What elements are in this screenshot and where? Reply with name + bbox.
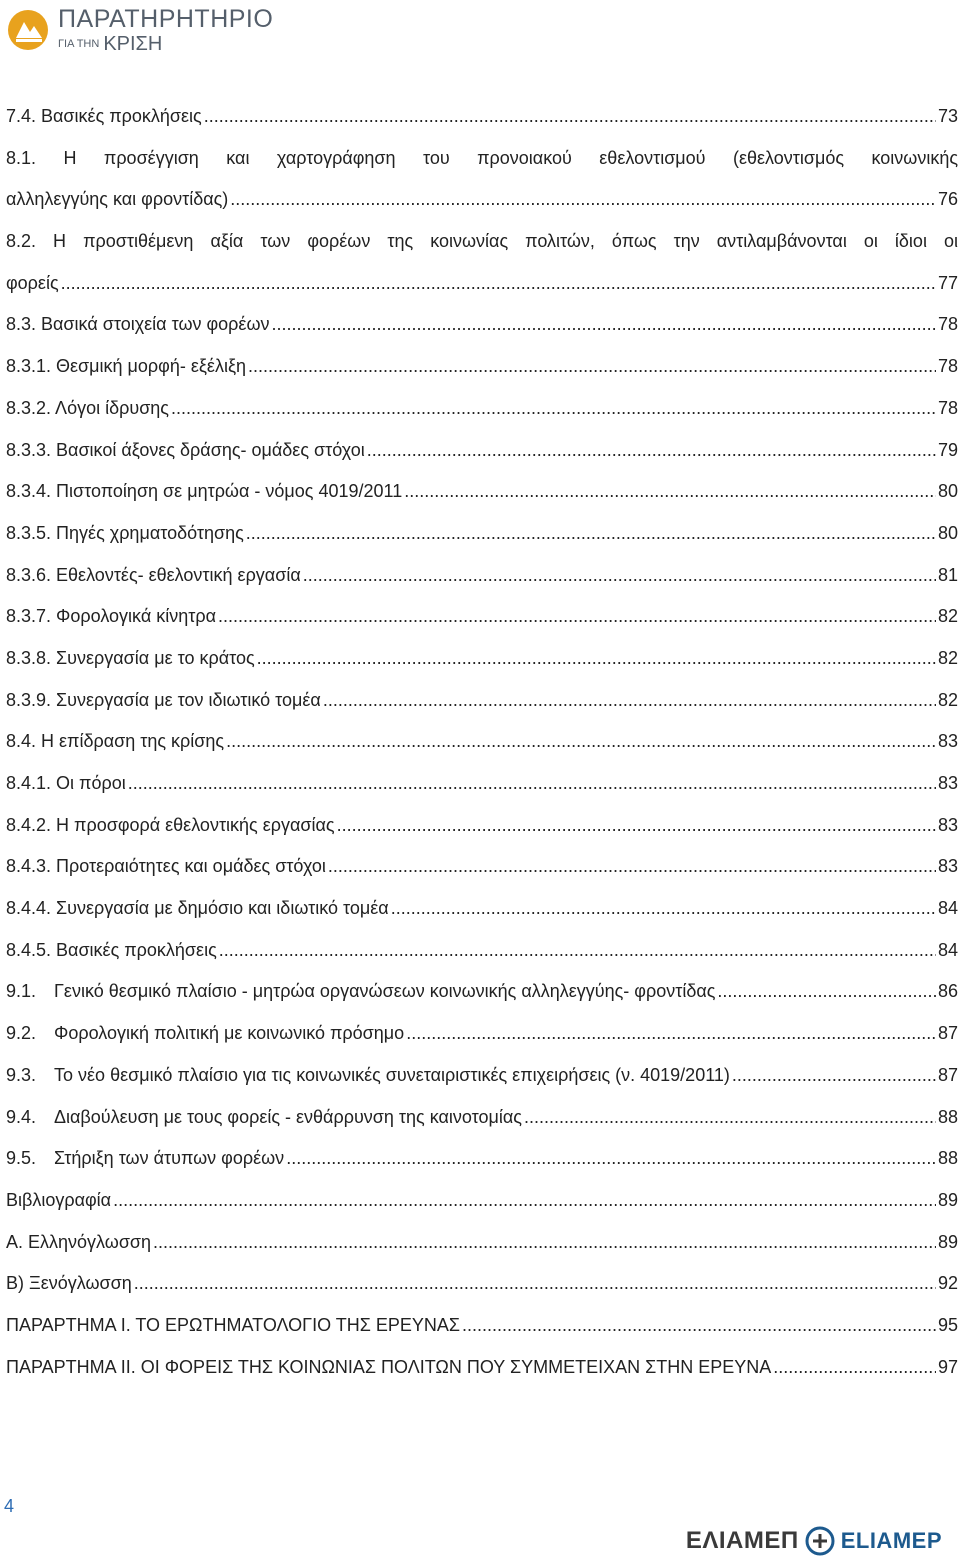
logo-line2 — [58, 34, 273, 54]
toc-entry-title: φορείς — [6, 272, 59, 293]
toc-entry-title: 8.3.4. Πιστοποίηση σε μητρώα - νόμος 4019/2011 — [6, 481, 403, 502]
toc-page-number: 82 — [937, 606, 958, 627]
toc-entry-text: Φορολογική πολιτική με κοινωνικό πρόσημο — [54, 1023, 405, 1044]
toc-page-number: 76 — [937, 189, 958, 210]
toc-entry[interactable] — [6, 1138, 958, 1180]
toc-leader-dots — [404, 471, 936, 513]
toc-page-number: 83 — [937, 731, 958, 752]
toc-entry-title: 8.4.2. Η προσφορά εθελοντικής εργασίας — [6, 814, 335, 835]
footer-logo-latin: ELIAMEP — [840, 1528, 942, 1553]
toc-entry-title: 8.3.7. Φορολογικά κίνητρα — [6, 606, 217, 627]
eliamep-logo-icon — [805, 1526, 835, 1556]
toc-entry[interactable] — [6, 1097, 958, 1139]
toc-leader-dots — [113, 1180, 936, 1222]
toc-entry-title: 8.4. Η επίδραση της κρίσης — [6, 731, 225, 752]
toc-entry[interactable] — [6, 1263, 958, 1305]
toc-entry[interactable] — [6, 930, 958, 972]
toc-entry[interactable] — [6, 471, 958, 513]
toc-page-number: 95 — [937, 1314, 958, 1335]
toc-leader-dots — [171, 388, 936, 430]
toc-entry[interactable] — [6, 1013, 958, 1055]
toc-entry[interactable] — [6, 680, 958, 722]
toc-page-number: 83 — [937, 814, 958, 835]
toc-entry-text: Το νέο θεσμικό πλαίσιο για τις κοινωνικές συνεταιριστικές επιχειρήσεις (ν. 4019/2011) — [54, 1064, 730, 1085]
toc-entry[interactable] — [6, 304, 958, 346]
toc-entry-title: 7.4. Βασικές προκλήσεις — [6, 106, 202, 126]
toc-leader-dots — [153, 1222, 936, 1264]
toc-entry-title: Α. Ελληνόγλωσση — [6, 1231, 152, 1252]
toc-entry-title: 8.4.4. Συνεργασία με δημόσιο και ιδιωτικό τομέα — [6, 898, 389, 919]
toc-page-number: 77 — [937, 272, 958, 293]
toc-entry-number: 9.5. — [6, 1148, 37, 1169]
toc-leader-dots — [367, 430, 936, 472]
toc-entry[interactable] — [6, 1305, 958, 1347]
toc-entry-number: 9.3. — [6, 1064, 37, 1085]
toc-page-number: 83 — [937, 856, 958, 877]
toc-leader-dots — [128, 763, 936, 805]
toc-entry[interactable] — [6, 513, 958, 555]
toc-entry-title: ΠΑΡΑΡΤΗΜΑ ΙΙ. ΟΙ ΦΟΡΕΙΣ ΤΗΣ ΚΟΙΝΩΝΙΑΣ ΠΟΛΙΤΩΝ ΠΟΥ ΣΥΜΜΕΤΕΙΧΑΝ ΣΤΗΝ ΕΡΕΥΝΑ — [6, 1356, 772, 1377]
toc-page-number: 88 — [937, 1106, 958, 1127]
toc-leader-dots — [134, 1263, 936, 1305]
toc-entry-title: 8.4.3. Προτεραιότητες και ομάδες στόχοι — [6, 856, 326, 877]
toc-entry[interactable] — [6, 179, 958, 221]
toc-leader-dots — [406, 1013, 936, 1055]
toc-page-number: 86 — [937, 981, 958, 1002]
toc-entry[interactable] — [6, 638, 958, 680]
toc-leader-dots — [303, 555, 936, 597]
logo-line1: ΠΑΡΑΤΗΡΗΤΗΡΙΟ — [58, 4, 274, 33]
toc-entry-text: Διαβούλευση με τους φορείς - ενθάρρυνση της καινοτομίας — [54, 1106, 522, 1127]
toc-leader-dots — [462, 1305, 936, 1347]
toc-entry-title: 8.3.1. Θεσμική μορφή- εξέλιξη — [6, 356, 247, 377]
toc-entry-title: 8.3.8. Συνεργασία με το κράτος — [6, 647, 255, 668]
toc-entry[interactable] — [6, 805, 958, 847]
toc-entry-title — [6, 1138, 284, 1180]
footer-logo-greek: ΕΛΙΑΜΕΠ — [685, 1527, 799, 1554]
toc-leader-dots — [230, 179, 936, 221]
toc-leader-dots — [219, 930, 936, 972]
toc-page-number: 82 — [937, 689, 958, 710]
toc-leader-dots — [717, 971, 936, 1013]
toc-entry-line1[interactable]: 8.2. Η προστιθέμενη αξία των φορέων της κοινωνίας πολιτών, όπως την αντιλαμβάνονται οι ίδιοι οι — [6, 231, 958, 252]
toc-page-number: 84 — [937, 939, 958, 960]
toc-entry-text: Γενικό θεσμικό πλαίσιο - μητρώα οργανώσεων κοινωνικής αλληλεγγύης- φροντίδας — [54, 981, 716, 1002]
toc-entry-title: 8.3. Βασικά στοιχεία των φορέων — [6, 314, 270, 335]
toc-leader-dots — [773, 1347, 936, 1389]
toc-entry-title: 8.3.6. Εθελοντές- εθελοντική εργασία — [6, 564, 301, 585]
toc-page-number: 88 — [937, 1148, 958, 1169]
toc-entry[interactable] — [6, 1222, 958, 1264]
toc-entry-title: 8.3.5. Πηγές χρηματοδότησης — [6, 522, 244, 543]
toc-entry-title: Βιβλιογραφία — [6, 1189, 112, 1210]
toc-page-number: 80 — [937, 522, 958, 543]
toc-entry[interactable] — [6, 721, 958, 763]
toc-page-number: 78 — [937, 397, 958, 418]
toc-entry[interactable] — [6, 1180, 958, 1222]
toc-leader-dots — [204, 96, 936, 138]
toc-entry-title — [6, 1013, 404, 1055]
toc-entry-title: 8.3.3. Βασικοί άξονες δράσης- ομάδες στόχοι — [6, 439, 365, 460]
toc-page-number: 97 — [937, 1356, 958, 1377]
toc-leader-dots — [391, 888, 936, 930]
logo-line2-small: ΓΙΑ ΤΗΝ — [58, 37, 100, 50]
toc-entry[interactable] — [6, 346, 958, 388]
toc-leader-dots — [246, 513, 936, 555]
toc-entry-text: Στήριξη των άτυπων φορέων — [54, 1148, 285, 1169]
toc-entry-title: 8.3.9. Συνεργασία με τον ιδιωτικό τομέα — [6, 689, 321, 710]
toc-entry-title — [6, 971, 715, 1013]
toc-leader-dots — [61, 263, 936, 305]
toc-leader-dots — [323, 680, 936, 722]
page-number: 4 — [4, 1496, 15, 1516]
toc-page-number: 92 — [937, 1273, 958, 1294]
toc-page-number: 80 — [937, 481, 958, 502]
toc-entry[interactable] — [6, 1347, 958, 1389]
toc-entry[interactable] — [6, 96, 958, 138]
toc-entry[interactable] — [6, 388, 958, 430]
toc-entry[interactable] — [6, 430, 958, 472]
toc-entry-title — [6, 1055, 730, 1097]
toc-entry-number: 9.2. — [6, 1023, 37, 1044]
toc-page-number: 82 — [937, 647, 958, 668]
toc-page-number: 78 — [937, 356, 958, 377]
logo-line2-big: ΚΡΙΣΗ — [103, 32, 163, 55]
toc-entry[interactable] — [6, 596, 958, 638]
toc-leader-dots — [337, 805, 936, 847]
toc-page-number: 84 — [937, 898, 958, 919]
toc-entry-line1[interactable]: 8.1. Η προσέγγιση και χαρτογράφηση του προνοιακού εθελοντισμού (εθελοντισμός κοινωνικής — [6, 147, 958, 168]
toc-leader-dots — [272, 304, 936, 346]
footer-logo — [686, 1526, 942, 1556]
toc-page-number: 83 — [937, 773, 958, 793]
toc-page-number: 73 — [937, 106, 958, 126]
table-of-contents — [6, 96, 958, 1388]
toc-leader-dots — [248, 346, 936, 388]
toc-entry[interactable] — [6, 263, 958, 305]
toc-entry[interactable] — [6, 846, 958, 888]
toc-entry-number: 9.4. — [6, 1106, 37, 1127]
toc-entry-title: Β) Ξενόγλωσση — [6, 1273, 132, 1294]
toc-entry-title: 8.4.1. Οι πόροι — [6, 773, 126, 793]
toc-leader-dots — [226, 721, 936, 763]
toc-leader-dots — [732, 1055, 936, 1097]
toc-entry-number: 9.1. — [6, 981, 37, 1002]
toc-entry-title: ΠΑΡΑΡΤΗΜΑ Ι. ΤΟ ΕΡΩΤΗΜΑΤΟΛΟΓΙΟ ΤΗΣ ΕΡΕΥΝΑΣ — [6, 1314, 461, 1335]
toc-page-number: 89 — [937, 1189, 958, 1210]
toc-entry-title: αλληλεγγύης και φροντίδας) — [6, 189, 229, 210]
toc-page-number: 87 — [937, 1023, 958, 1044]
toc-page-number: 79 — [937, 439, 958, 460]
toc-entry[interactable] — [6, 555, 958, 597]
observatory-logo-icon — [6, 8, 50, 52]
toc-page-number: 87 — [937, 1064, 958, 1085]
toc-page-number: 89 — [937, 1231, 958, 1252]
toc-leader-dots — [524, 1097, 936, 1139]
toc-entry-title — [6, 1097, 522, 1139]
toc-page-number: 78 — [937, 314, 958, 335]
toc-leader-dots — [257, 638, 936, 680]
toc-entry-title: 8.4.5. Βασικές προκλήσεις — [6, 939, 217, 960]
toc-page-number: 81 — [937, 564, 958, 585]
toc-entry-title: 8.3.2. Λόγοι ίδρυσης — [6, 397, 169, 418]
toc-leader-dots — [286, 1138, 936, 1180]
logo-text — [58, 4, 274, 55]
toc-entry[interactable] — [6, 763, 958, 805]
toc-leader-dots — [328, 846, 936, 888]
toc-entry[interactable] — [6, 888, 958, 930]
toc-entry[interactable] — [6, 1055, 958, 1097]
toc-entry[interactable] — [6, 971, 958, 1013]
header-logo — [6, 2, 273, 58]
toc-leader-dots — [218, 596, 936, 638]
